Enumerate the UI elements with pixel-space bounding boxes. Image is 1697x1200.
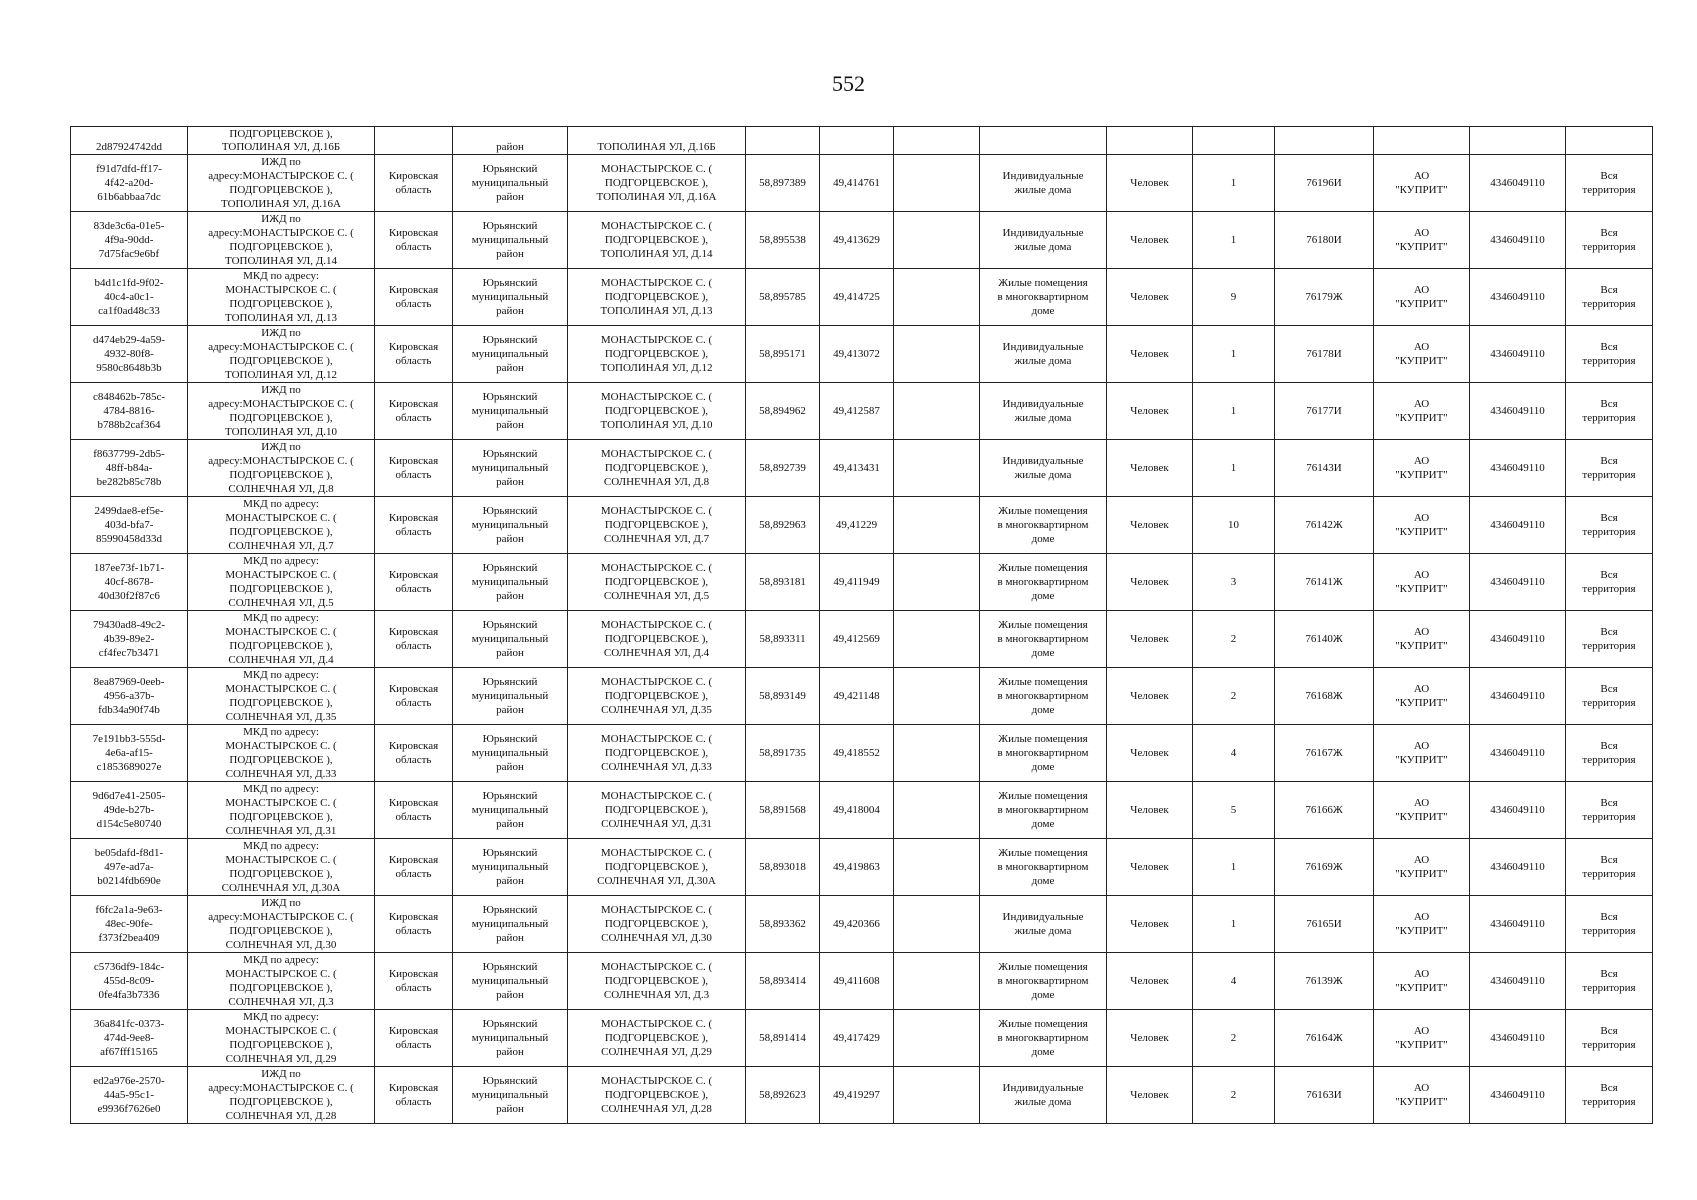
cell-unit: Человек: [1107, 725, 1193, 782]
cell-object-name: МКД по адресу: МОНАСТЫРСКОЕ С. ( ПОДГОРЦЕВСКОЕ ), ТОПОЛИНАЯ УЛ, Д.13: [188, 269, 375, 326]
cell-latitude: 58,891414: [746, 1010, 820, 1067]
cell-unit: Человек: [1107, 155, 1193, 212]
cell-region: Кировская область: [375, 1010, 453, 1067]
cell-inn: 4346049110: [1470, 497, 1566, 554]
cell-empty: [894, 326, 980, 383]
cell-id: 9d6d7e41-2505- 49de-b27b- d154c5e80740: [71, 782, 188, 839]
cell-unit: Человек: [1107, 896, 1193, 953]
cell-territory: Вся территория: [1566, 383, 1653, 440]
cell-code: 76179Ж: [1275, 269, 1374, 326]
cell-district: Юрьянский муниципальный район: [453, 440, 568, 497]
cell-count: 4: [1193, 725, 1275, 782]
cell-object-name: ИЖД по адресу:МОНАСТЫРСКОЕ С. ( ПОДГОРЦЕВСКОЕ ), СОЛНЕЧНАЯ УЛ, Д.30: [188, 896, 375, 953]
cell-empty: [894, 953, 980, 1010]
register-body: [71, 127, 1653, 1124]
table-row: [71, 839, 1653, 896]
cell-id: 7e191bb3-555d- 4e6a-af15- c1853689027e: [71, 725, 188, 782]
cell-count: [1193, 127, 1275, 155]
table-row: [71, 1010, 1653, 1067]
cell-operator: АО "КУПРИТ": [1374, 839, 1470, 896]
cell-id: f8637799-2db5- 48ff-b84a- be282b85c78b: [71, 440, 188, 497]
cell-empty: [894, 269, 980, 326]
cell-operator: АО "КУПРИТ": [1374, 269, 1470, 326]
cell-count: 1: [1193, 155, 1275, 212]
cell-latitude: 58,891568: [746, 782, 820, 839]
cell-count: 1: [1193, 896, 1275, 953]
cell-territory: [1566, 127, 1653, 155]
cell-longitude: 49,419863: [820, 839, 894, 896]
cell-object-name: ИЖД по адресу:МОНАСТЫРСКОЕ С. ( ПОДГОРЦЕВСКОЕ ), СОЛНЕЧНАЯ УЛ, Д.8: [188, 440, 375, 497]
cell-id: be05dafd-f8d1- 497e-ad7a- b0214fdb690e: [71, 839, 188, 896]
cell-address: МОНАСТЫРСКОЕ С. ( ПОДГОРЦЕВСКОЕ ), СОЛНЕЧНАЯ УЛ, Д.30: [568, 896, 746, 953]
cell-district: Юрьянский муниципальный район: [453, 383, 568, 440]
cell-longitude: [820, 127, 894, 155]
cell-count: 9: [1193, 269, 1275, 326]
cell-inn: 4346049110: [1470, 1010, 1566, 1067]
cell-operator: АО "КУПРИТ": [1374, 1067, 1470, 1124]
cell-inn: 4346049110: [1470, 725, 1566, 782]
cell-code: 76196И: [1275, 155, 1374, 212]
cell-unit: Человек: [1107, 326, 1193, 383]
cell-latitude: 58,895538: [746, 212, 820, 269]
cell-inn: 4346049110: [1470, 269, 1566, 326]
table-row: [71, 383, 1653, 440]
cell-unit: Человек: [1107, 440, 1193, 497]
cell-inn: 4346049110: [1470, 383, 1566, 440]
cell-latitude: 58,894962: [746, 383, 820, 440]
cell-district: Юрьянский муниципальный район: [453, 839, 568, 896]
table-row: [71, 896, 1653, 953]
cell-code: 76139Ж: [1275, 953, 1374, 1010]
cell-unit: Человек: [1107, 1067, 1193, 1124]
cell-operator: АО "КУПРИТ": [1374, 383, 1470, 440]
cell-object-name: ИЖД по адресу:МОНАСТЫРСКОЕ С. ( ПОДГОРЦЕВСКОЕ ), СОЛНЕЧНАЯ УЛ, Д.28: [188, 1067, 375, 1124]
cell-category: Жилые помещения в многоквартирном доме: [980, 725, 1107, 782]
cell-region: Кировская область: [375, 269, 453, 326]
cell-region: Кировская область: [375, 326, 453, 383]
cell-district: Юрьянский муниципальный район: [453, 668, 568, 725]
cell-latitude: 58,892963: [746, 497, 820, 554]
cell-unit: [1107, 127, 1193, 155]
continued-row: [71, 127, 1653, 155]
cell-empty: [894, 440, 980, 497]
cell-territory: Вся территория: [1566, 725, 1653, 782]
cell-inn: 4346049110: [1470, 839, 1566, 896]
cell-district: район: [453, 127, 568, 155]
cell-object-name: МКД по адресу: МОНАСТЫРСКОЕ С. ( ПОДГОРЦЕВСКОЕ ), СОЛНЕЧНАЯ УЛ, Д.3: [188, 953, 375, 1010]
cell-object-name: МКД по адресу: МОНАСТЫРСКОЕ С. ( ПОДГОРЦЕВСКОЕ ), СОЛНЕЧНАЯ УЛ, Д.29: [188, 1010, 375, 1067]
cell-latitude: [746, 127, 820, 155]
cell-territory: Вся территория: [1566, 155, 1653, 212]
cell-address: МОНАСТЫРСКОЕ С. ( ПОДГОРЦЕВСКОЕ ), СОЛНЕЧНАЯ УЛ, Д.35: [568, 668, 746, 725]
cell-category: Жилые помещения в многоквартирном доме: [980, 497, 1107, 554]
cell-latitude: 58,893362: [746, 896, 820, 953]
cell-unit: Человек: [1107, 383, 1193, 440]
cell-district: Юрьянский муниципальный район: [453, 611, 568, 668]
cell-address: МОНАСТЫРСКОЕ С. ( ПОДГОРЦЕВСКОЕ ), СОЛНЕЧНАЯ УЛ, Д.7: [568, 497, 746, 554]
cell-address: МОНАСТЫРСКОЕ С. ( ПОДГОРЦЕВСКОЕ ), СОЛНЕЧНАЯ УЛ, Д.29: [568, 1010, 746, 1067]
cell-code: 76177И: [1275, 383, 1374, 440]
cell-count: 2: [1193, 1010, 1275, 1067]
page-number: 552: [832, 71, 865, 96]
cell-count: 2: [1193, 611, 1275, 668]
cell-longitude: 49,414725: [820, 269, 894, 326]
cell-code: 76163И: [1275, 1067, 1374, 1124]
cell-address: МОНАСТЫРСКОЕ С. ( ПОДГОРЦЕВСКОЕ ), СОЛНЕЧНАЯ УЛ, Д.5: [568, 554, 746, 611]
cell-category: Индивидуальные жилые дома: [980, 896, 1107, 953]
cell-id: ed2a976e-2570- 44a5-95c1- e9936f7626e0: [71, 1067, 188, 1124]
cell-object-name: ИЖД по адресу:МОНАСТЫРСКОЕ С. ( ПОДГОРЦЕВСКОЕ ), ТОПОЛИНАЯ УЛ, Д.12: [188, 326, 375, 383]
cell-unit: Человек: [1107, 497, 1193, 554]
cell-region: Кировская область: [375, 212, 453, 269]
register-table: [70, 126, 1653, 1124]
cell-latitude: 58,895171: [746, 326, 820, 383]
cell-operator: АО "КУПРИТ": [1374, 497, 1470, 554]
cell-code: 76167Ж: [1275, 725, 1374, 782]
cell-category: Жилые помещения в многоквартирном доме: [980, 1010, 1107, 1067]
cell-empty: [894, 782, 980, 839]
cell-count: 2: [1193, 1067, 1275, 1124]
cell-code: 76180И: [1275, 212, 1374, 269]
cell-operator: АО "КУПРИТ": [1374, 668, 1470, 725]
cell-operator: АО "КУПРИТ": [1374, 326, 1470, 383]
cell-longitude: 49,41229: [820, 497, 894, 554]
cell-count: 10: [1193, 497, 1275, 554]
cell-inn: 4346049110: [1470, 440, 1566, 497]
table-row: [71, 782, 1653, 839]
cell-region: Кировская область: [375, 611, 453, 668]
cell-operator: АО "КУПРИТ": [1374, 782, 1470, 839]
cell-district: Юрьянский муниципальный район: [453, 782, 568, 839]
cell-inn: 4346049110: [1470, 896, 1566, 953]
cell-id: 79430ad8-49c2- 4b39-89e2- cf4fec7b3471: [71, 611, 188, 668]
cell-district: Юрьянский муниципальный район: [453, 212, 568, 269]
cell-object-name: МКД по адресу: МОНАСТЫРСКОЕ С. ( ПОДГОРЦЕВСКОЕ ), СОЛНЕЧНАЯ УЛ, Д.31: [188, 782, 375, 839]
cell-category: Индивидуальные жилые дома: [980, 326, 1107, 383]
cell-unit: Человек: [1107, 554, 1193, 611]
cell-count: 4: [1193, 953, 1275, 1010]
cell-empty: [894, 1010, 980, 1067]
cell-operator: АО "КУПРИТ": [1374, 896, 1470, 953]
cell-inn: [1470, 127, 1566, 155]
cell-category: Жилые помещения в многоквартирном доме: [980, 668, 1107, 725]
cell-object-name: ИЖД по адресу:МОНАСТЫРСКОЕ С. ( ПОДГОРЦЕВСКОЕ ), ТОПОЛИНАЯ УЛ, Д.16А: [188, 155, 375, 212]
cell-region: Кировская область: [375, 839, 453, 896]
table-row: [71, 326, 1653, 383]
cell-id: 187ee73f-1b71- 40cf-8678- 40d30f2f87c6: [71, 554, 188, 611]
cell-unit: Человек: [1107, 611, 1193, 668]
cell-territory: Вся территория: [1566, 554, 1653, 611]
cell-id: c848462b-785c- 4784-8816- b788b2caf364: [71, 383, 188, 440]
cell-territory: Вся территория: [1566, 668, 1653, 725]
cell-id: c5736df9-184c- 455d-8c09- 0fe4fa3b7336: [71, 953, 188, 1010]
cell-address: МОНАСТЫРСКОЕ С. ( ПОДГОРЦЕВСКОЕ ), ТОПОЛИНАЯ УЛ, Д.13: [568, 269, 746, 326]
cell-address: МОНАСТЫРСКОЕ С. ( ПОДГОРЦЕВСКОЕ ), СОЛНЕЧНАЯ УЛ, Д.31: [568, 782, 746, 839]
cell-latitude: 58,893311: [746, 611, 820, 668]
cell-operator: АО "КУПРИТ": [1374, 554, 1470, 611]
cell-unit: Человек: [1107, 668, 1193, 725]
cell-district: Юрьянский муниципальный район: [453, 1067, 568, 1124]
cell-object-name: МКД по адресу: МОНАСТЫРСКОЕ С. ( ПОДГОРЦЕВСКОЕ ), СОЛНЕЧНАЯ УЛ, Д.5: [188, 554, 375, 611]
cell-inn: 4346049110: [1470, 155, 1566, 212]
table-row: [71, 155, 1653, 212]
cell-empty: [894, 1067, 980, 1124]
cell-empty: [894, 155, 980, 212]
cell-code: 76178И: [1275, 326, 1374, 383]
cell-unit: Человек: [1107, 269, 1193, 326]
cell-unit: Человек: [1107, 782, 1193, 839]
cell-object-name: МКД по адресу: МОНАСТЫРСКОЕ С. ( ПОДГОРЦЕВСКОЕ ), СОЛНЕЧНАЯ УЛ, Д.7: [188, 497, 375, 554]
cell-id: d474eb29-4a59- 4932-80f8- 9580c8648b3b: [71, 326, 188, 383]
cell-territory: Вся территория: [1566, 269, 1653, 326]
cell-category: Жилые помещения в многоквартирном доме: [980, 782, 1107, 839]
cell-latitude: 58,893181: [746, 554, 820, 611]
table-row: [71, 668, 1653, 725]
cell-code: 76140Ж: [1275, 611, 1374, 668]
cell-empty: [894, 611, 980, 668]
cell-operator: АО "КУПРИТ": [1374, 440, 1470, 497]
cell-operator: АО "КУПРИТ": [1374, 155, 1470, 212]
cell-latitude: 58,893018: [746, 839, 820, 896]
cell-id: 36a841fc-0373- 474d-9ee8- af67fff15165: [71, 1010, 188, 1067]
cell-territory: Вся территория: [1566, 611, 1653, 668]
cell-longitude: 49,420366: [820, 896, 894, 953]
cell-district: Юрьянский муниципальный район: [453, 554, 568, 611]
cell-district: Юрьянский муниципальный район: [453, 497, 568, 554]
cell-count: 3: [1193, 554, 1275, 611]
cell-category: Жилые помещения в многоквартирном доме: [980, 554, 1107, 611]
cell-address: МОНАСТЫРСКОЕ С. ( ПОДГОРЦЕВСКОЕ ), СОЛНЕЧНАЯ УЛ, Д.30А: [568, 839, 746, 896]
cell-latitude: 58,892623: [746, 1067, 820, 1124]
cell-operator: АО "КУПРИТ": [1374, 212, 1470, 269]
cell-count: 1: [1193, 383, 1275, 440]
cell-inn: 4346049110: [1470, 212, 1566, 269]
cell-operator: АО "КУПРИТ": [1374, 953, 1470, 1010]
cell-address: МОНАСТЫРСКОЕ С. ( ПОДГОРЦЕВСКОЕ ), СОЛНЕЧНАЯ УЛ, Д.33: [568, 725, 746, 782]
cell-code: 76142Ж: [1275, 497, 1374, 554]
cell-code: 76143И: [1275, 440, 1374, 497]
cell-district: Юрьянский муниципальный район: [453, 725, 568, 782]
cell-longitude: 49,421148: [820, 668, 894, 725]
cell-id: f91d7dfd-ff17- 4f42-a20d- 61b6abbaa7dc: [71, 155, 188, 212]
cell-region: Кировская область: [375, 725, 453, 782]
cell-inn: 4346049110: [1470, 554, 1566, 611]
cell-category: Индивидуальные жилые дома: [980, 212, 1107, 269]
table-row: [71, 1067, 1653, 1124]
cell-operator: АО "КУПРИТ": [1374, 611, 1470, 668]
cell-territory: Вся территория: [1566, 953, 1653, 1010]
cell-region: Кировская область: [375, 1067, 453, 1124]
cell-district: Юрьянский муниципальный район: [453, 269, 568, 326]
cell-region: Кировская область: [375, 497, 453, 554]
cell-code: [1275, 127, 1374, 155]
cell-category: Жилые помещения в многоквартирном доме: [980, 611, 1107, 668]
cell-address: МОНАСТЫРСКОЕ С. ( ПОДГОРЦЕВСКОЕ ), СОЛНЕЧНАЯ УЛ, Д.3: [568, 953, 746, 1010]
cell-category: Жилые помещения в многоквартирном доме: [980, 269, 1107, 326]
cell-code: 76141Ж: [1275, 554, 1374, 611]
cell-longitude: 49,417429: [820, 1010, 894, 1067]
table-row: [71, 953, 1653, 1010]
cell-latitude: 58,892739: [746, 440, 820, 497]
cell-longitude: 49,412587: [820, 383, 894, 440]
cell-address: МОНАСТЫРСКОЕ С. ( ПОДГОРЦЕВСКОЕ ), ТОПОЛИНАЯ УЛ, Д.10: [568, 383, 746, 440]
cell-longitude: 49,413072: [820, 326, 894, 383]
cell-object-name: ПОДГОРЦЕВСКОЕ ), ТОПОЛИНАЯ УЛ, Д.16Б: [188, 127, 375, 155]
cell-longitude: 49,413629: [820, 212, 894, 269]
cell-category: Индивидуальные жилые дома: [980, 1067, 1107, 1124]
table-row: [71, 269, 1653, 326]
cell-unit: Человек: [1107, 839, 1193, 896]
cell-region: Кировская область: [375, 668, 453, 725]
cell-empty: [894, 127, 980, 155]
cell-object-name: МКД по адресу: МОНАСТЫРСКОЕ С. ( ПОДГОРЦЕВСКОЕ ), СОЛНЕЧНАЯ УЛ, Д.30А: [188, 839, 375, 896]
table-row: [71, 554, 1653, 611]
cell-longitude: 49,418552: [820, 725, 894, 782]
cell-region: Кировская область: [375, 383, 453, 440]
cell-district: Юрьянский муниципальный район: [453, 155, 568, 212]
cell-region: Кировская область: [375, 440, 453, 497]
cell-category: Жилые помещения в многоквартирном доме: [980, 839, 1107, 896]
cell-category: Индивидуальные жилые дома: [980, 383, 1107, 440]
cell-empty: [894, 383, 980, 440]
cell-territory: Вся территория: [1566, 212, 1653, 269]
cell-object-name: МКД по адресу: МОНАСТЫРСКОЕ С. ( ПОДГОРЦЕВСКОЕ ), СОЛНЕЧНАЯ УЛ, Д.35: [188, 668, 375, 725]
cell-unit: Человек: [1107, 953, 1193, 1010]
cell-category: [980, 127, 1107, 155]
cell-address: МОНАСТЫРСКОЕ С. ( ПОДГОРЦЕВСКОЕ ), ТОПОЛИНАЯ УЛ, Д.12: [568, 326, 746, 383]
cell-code: 76164Ж: [1275, 1010, 1374, 1067]
cell-id: 8ea87969-0eeb- 4956-a37b- fdb34a90f74b: [71, 668, 188, 725]
cell-object-name: МКД по адресу: МОНАСТЫРСКОЕ С. ( ПОДГОРЦЕВСКОЕ ), СОЛНЕЧНАЯ УЛ, Д.4: [188, 611, 375, 668]
cell-code: 76165И: [1275, 896, 1374, 953]
cell-count: 2: [1193, 668, 1275, 725]
cell-address: МОНАСТЫРСКОЕ С. ( ПОДГОРЦЕВСКОЕ ), СОЛНЕЧНАЯ УЛ, Д.4: [568, 611, 746, 668]
cell-address: МОНАСТЫРСКОЕ С. ( ПОДГОРЦЕВСКОЕ ), ТОПОЛИНАЯ УЛ, Д.14: [568, 212, 746, 269]
cell-id: b4d1c1fd-9f02- 40c4-a0c1- ca1f0ad48c33: [71, 269, 188, 326]
cell-count: 1: [1193, 212, 1275, 269]
cell-inn: 4346049110: [1470, 953, 1566, 1010]
cell-count: 1: [1193, 839, 1275, 896]
cell-latitude: 58,893414: [746, 953, 820, 1010]
cell-latitude: 58,895785: [746, 269, 820, 326]
cell-territory: Вся территория: [1566, 1010, 1653, 1067]
cell-code: 76166Ж: [1275, 782, 1374, 839]
table-row: [71, 611, 1653, 668]
cell-district: Юрьянский муниципальный район: [453, 896, 568, 953]
table-row: [71, 725, 1653, 782]
cell-id: 2d87924742dd: [71, 127, 188, 155]
cell-object-name: ИЖД по адресу:МОНАСТЫРСКОЕ С. ( ПОДГОРЦЕВСКОЕ ), ТОПОЛИНАЯ УЛ, Д.10: [188, 383, 375, 440]
cell-empty: [894, 668, 980, 725]
cell-id: 2499dae8-ef5e- 403d-bfa7- 85990458d33d: [71, 497, 188, 554]
cell-region: Кировская область: [375, 953, 453, 1010]
cell-empty: [894, 896, 980, 953]
cell-region: Кировская область: [375, 554, 453, 611]
cell-territory: Вся территория: [1566, 782, 1653, 839]
cell-inn: 4346049110: [1470, 782, 1566, 839]
cell-address: МОНАСТЫРСКОЕ С. ( ПОДГОРЦЕВСКОЕ ), СОЛНЕЧНАЯ УЛ, Д.8: [568, 440, 746, 497]
cell-district: Юрьянский муниципальный район: [453, 953, 568, 1010]
cell-count: 5: [1193, 782, 1275, 839]
cell-longitude: 49,412569: [820, 611, 894, 668]
cell-longitude: 49,411608: [820, 953, 894, 1010]
cell-territory: Вся территория: [1566, 440, 1653, 497]
cell-inn: 4346049110: [1470, 326, 1566, 383]
cell-empty: [894, 725, 980, 782]
cell-inn: 4346049110: [1470, 611, 1566, 668]
cell-latitude: 58,897389: [746, 155, 820, 212]
cell-latitude: 58,893149: [746, 668, 820, 725]
cell-region: [375, 127, 453, 155]
cell-empty: [894, 554, 980, 611]
cell-territory: Вся территория: [1566, 839, 1653, 896]
cell-territory: Вся территория: [1566, 896, 1653, 953]
cell-region: Кировская область: [375, 155, 453, 212]
cell-count: 1: [1193, 440, 1275, 497]
cell-code: 76168Ж: [1275, 668, 1374, 725]
cell-territory: Вся территория: [1566, 497, 1653, 554]
cell-region: Кировская область: [375, 782, 453, 839]
cell-address: МОНАСТЫРСКОЕ С. ( ПОДГОРЦЕВСКОЕ ), ТОПОЛИНАЯ УЛ, Д.16А: [568, 155, 746, 212]
cell-address: МОНАСТЫРСКОЕ С. ( ПОДГОРЦЕВСКОЕ ), СОЛНЕЧНАЯ УЛ, Д.28: [568, 1067, 746, 1124]
cell-latitude: 58,891735: [746, 725, 820, 782]
cell-code: 76169Ж: [1275, 839, 1374, 896]
cell-inn: 4346049110: [1470, 1067, 1566, 1124]
table-row: [71, 497, 1653, 554]
cell-longitude: 49,418004: [820, 782, 894, 839]
cell-longitude: 49,411949: [820, 554, 894, 611]
cell-operator: АО "КУПРИТ": [1374, 1010, 1470, 1067]
cell-category: Индивидуальные жилые дома: [980, 155, 1107, 212]
cell-empty: [894, 212, 980, 269]
cell-operator: АО "КУПРИТ": [1374, 725, 1470, 782]
cell-unit: Человек: [1107, 1010, 1193, 1067]
cell-object-name: МКД по адресу: МОНАСТЫРСКОЕ С. ( ПОДГОРЦЕВСКОЕ ), СОЛНЕЧНАЯ УЛ, Д.33: [188, 725, 375, 782]
cell-territory: Вся территория: [1566, 1067, 1653, 1124]
cell-longitude: 49,419297: [820, 1067, 894, 1124]
cell-category: Жилые помещения в многоквартирном доме: [980, 953, 1107, 1010]
cell-inn: 4346049110: [1470, 668, 1566, 725]
cell-object-name: ИЖД по адресу:МОНАСТЫРСКОЕ С. ( ПОДГОРЦЕВСКОЕ ), ТОПОЛИНАЯ УЛ, Д.14: [188, 212, 375, 269]
cell-id: f6fc2a1a-9e63- 48ec-90fe- f373f2bea409: [71, 896, 188, 953]
cell-category: Индивидуальные жилые дома: [980, 440, 1107, 497]
cell-territory: Вся территория: [1566, 326, 1653, 383]
cell-address: ТОПОЛИНАЯ УЛ, Д.16Б: [568, 127, 746, 155]
cell-operator: [1374, 127, 1470, 155]
table-row: [71, 440, 1653, 497]
cell-district: Юрьянский муниципальный район: [453, 326, 568, 383]
cell-id: 83de3c6a-01e5- 4f9a-90dd- 7d75fac9e6bf: [71, 212, 188, 269]
cell-region: Кировская область: [375, 896, 453, 953]
cell-district: Юрьянский муниципальный район: [453, 1010, 568, 1067]
cell-count: 1: [1193, 326, 1275, 383]
cell-empty: [894, 839, 980, 896]
cell-longitude: 49,413431: [820, 440, 894, 497]
cell-longitude: 49,414761: [820, 155, 894, 212]
cell-unit: Человек: [1107, 212, 1193, 269]
table-row: [71, 212, 1653, 269]
cell-empty: [894, 497, 980, 554]
